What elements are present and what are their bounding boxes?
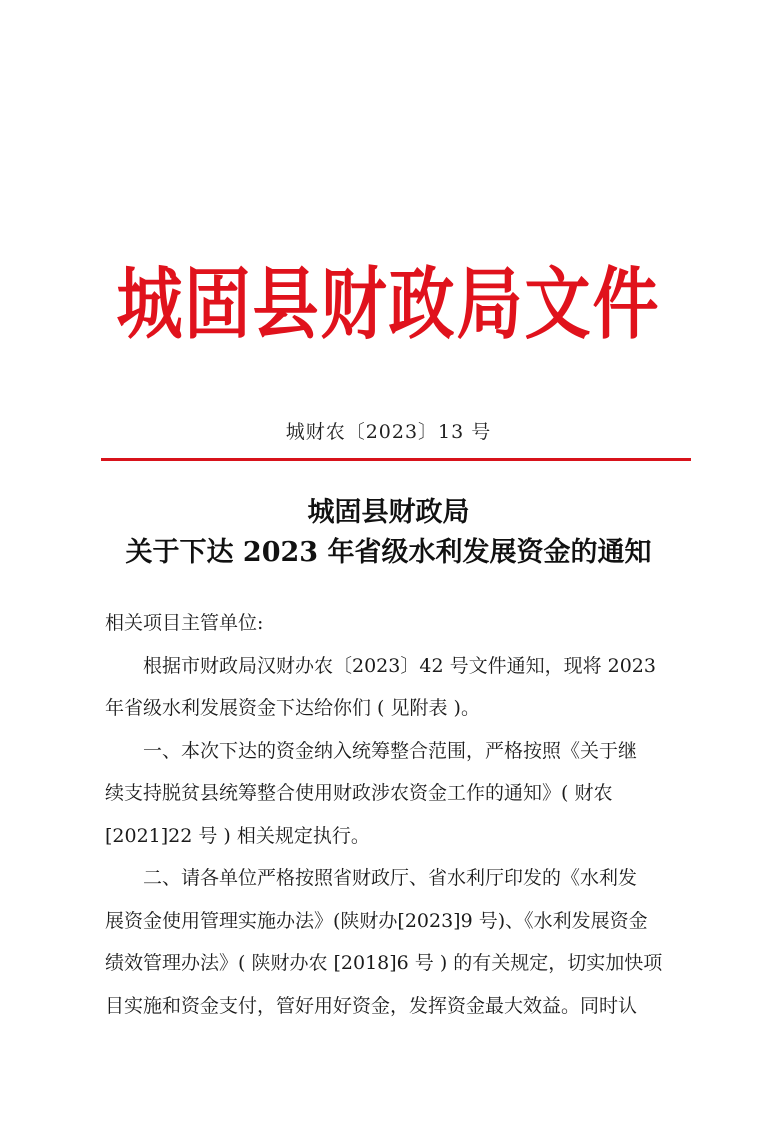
body-line: 目实施和资金支付，管好用好资金，发挥资金最大效益。同时认 (105, 994, 638, 1017)
body-line: 展资金使用管理实施办法》(陕财办[2023]9 号)、《水利发展资金 (105, 909, 648, 932)
body-line: [2021]22 号 ) 相关规定执行。 (105, 824, 370, 847)
document-masthead: 城固县财政局文件 (116, 259, 661, 351)
document-body (105, 602, 705, 1027)
red-divider-line (101, 458, 691, 461)
title-line-2: 关于下达 2023 年省级水利发展资金的通知 (125, 537, 652, 568)
body-line: 二、请各单位严格按照省财政厅、省水利厅印发的《水利发 (105, 867, 638, 889)
body-line: 续支持脱贫县统筹整合使用财政涉农资金工作的通知》( 财农 (105, 782, 613, 804)
salutation: 相关项目主管单位: (105, 612, 264, 634)
title-line-1: 城固县财政局 (307, 497, 470, 528)
body-line: 年省级水利发展资金下达给你们 ( 见附表 )。 (105, 697, 480, 719)
document-number: 城财农〔2023〕13 号 (285, 421, 492, 443)
body-line: 一、本次下达的资金纳入统筹整合范围，严格按照《关于继 (105, 739, 638, 762)
body-line: 根据市财政局汉财办农〔2023〕42 号文件通知，现将 2023 (105, 654, 656, 677)
document-title (0, 493, 777, 573)
body-line: 绩效管理办法》( 陕财办农 [2018]6 号 ) 的有关规定，切实加快项 (105, 952, 663, 974)
